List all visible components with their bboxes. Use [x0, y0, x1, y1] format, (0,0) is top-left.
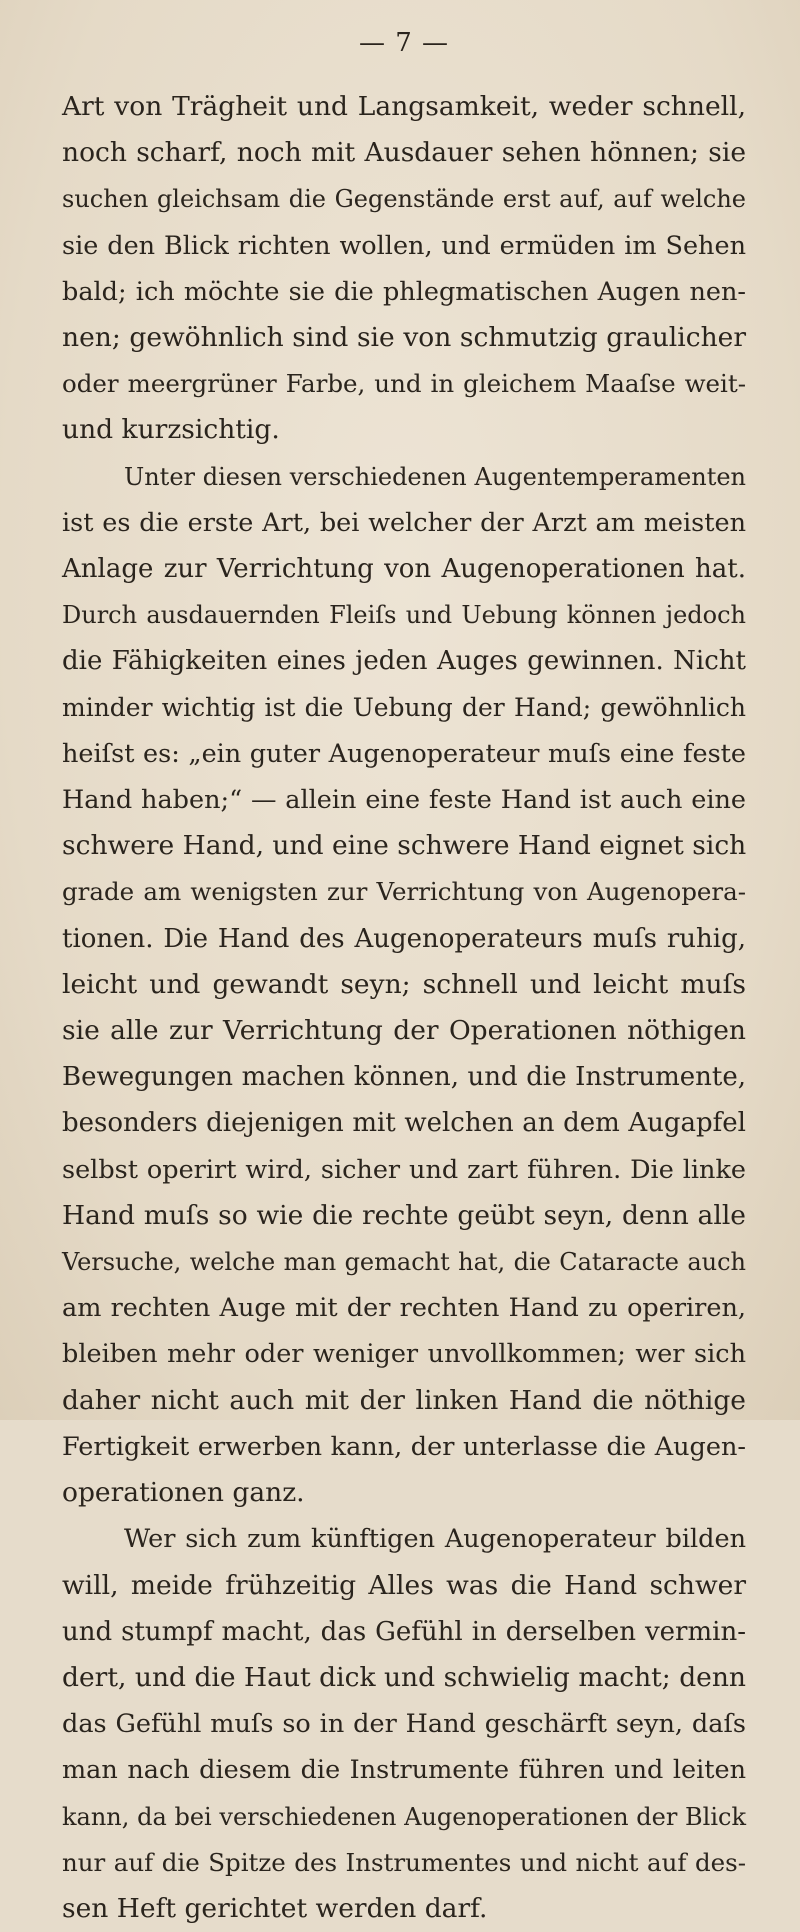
text-line: suchen gleichsam die Gegenstände erst auf, auf welche: [62, 185, 746, 214]
text-line: besonders diejenigen mit welchen an dem Augapfel: [62, 1108, 746, 1139]
text-line: tionen. Die Hand des Augenoperateurs muſs ruhig,: [62, 923, 746, 954]
paragraph-3: [62, 1516, 746, 1932]
text-line: operationen ganz.: [62, 1477, 305, 1509]
text-line: Versuche, welche man gemacht hat, die Cataracte auch: [62, 1248, 746, 1277]
text-line: ist es die erste Art, bei welcher der Arzt am meisten: [62, 507, 746, 538]
text-line: Art von Trägheit und Langsamkeit, weder schnell,: [62, 91, 746, 122]
text-line: Fertigkeit erwerben kann, der unterlasse die Augen-: [62, 1431, 746, 1462]
text-line: Hand muſs so wie die rechte geübt seyn, denn alle: [62, 1199, 746, 1231]
text-line: die Fähigkeiten eines jeden Auges gewinnen. Nicht: [62, 646, 746, 677]
paragraph-1: [62, 84, 746, 454]
text-line: oder meergrüner Farbe, und in gleichem Maaſse weit-: [62, 369, 746, 399]
text-line: und kurzsichtig.: [62, 414, 280, 446]
text-line: bald; ich möchte sie die phlegmatischen Augen nen-: [62, 276, 746, 307]
text-line: nur auf die Spitze des Instrumentes und nicht auf des-: [62, 1847, 746, 1877]
text-line: will, meide frühzeitig Alles was die Hand schwer: [62, 1569, 746, 1601]
text-line: nen; gewöhnlich sind sie von schmutzig graulicher: [62, 322, 746, 354]
page-number: — 7 —: [358, 28, 450, 58]
text-line: leicht und gewandt seyn; schnell und leicht muſs: [62, 968, 746, 1000]
text-line: am rechten Auge mit der rechten Hand zu operiren,: [62, 1293, 746, 1324]
text-line: heiſst es: „ein guter Augenoperateur muſs eine feste: [62, 738, 746, 769]
text-line: schwere Hand, und eine schwere Hand eignet sich: [62, 830, 747, 862]
text-line: noch scharf, noch mit Ausdauer sehen hönnen; sie: [62, 137, 746, 169]
text-line: bleiben mehr oder weniger unvollkommen; wer sich: [62, 1339, 746, 1370]
text-line: kann, da bei verschiedenen Augenoperationen der Blick: [62, 1802, 746, 1831]
text-line: dert, und die Haut dick und schwielig macht; denn: [62, 1661, 746, 1693]
text-line: Unter diesen verschiedenen Augentemperamenten: [124, 462, 746, 491]
text-line: sie den Blick richten wollen, und ermüden im Sehen: [62, 230, 746, 261]
text-line: und stumpf macht, das Gefühl in derselben vermin-: [62, 1616, 746, 1647]
text-line: Hand haben;“ — allein eine feste Hand ist auch eine: [62, 785, 746, 816]
text-line: daher nicht auch mit der linken Hand die nöthige: [62, 1384, 746, 1416]
text-line: minder wichtig ist die Uebung der Hand; gewöhnlich: [62, 692, 746, 722]
text-line: sen Heft gerichtet werden darf.: [62, 1892, 488, 1924]
text-line: sie alle zur Verrichtung der Operationen nöthigen: [62, 1015, 746, 1047]
text-line: Wer sich zum künftigen Augenoperateur bilden: [124, 1524, 746, 1555]
text-line: das Gefühl muſs so in der Hand geschärft seyn, daſs: [62, 1709, 746, 1740]
text-line: Bewegungen machen können, und die Instrumente,: [62, 1062, 746, 1093]
text-line: grade am wenigsten zur Verrichtung von Augenopera-: [62, 877, 746, 907]
paragraph-2: [62, 454, 746, 1517]
text-line: selbst operirt wird, sicher und zart führen. Die linke: [62, 1154, 746, 1185]
text-line: Durch ausdauernden Fleiſs und Uebung können jedoch: [62, 601, 746, 630]
text-line: man nach diesem die Instrumente führen und leiten: [62, 1755, 746, 1786]
text-line: Anlage zur Verrichtung von Augenoperationen hat.: [62, 554, 746, 585]
